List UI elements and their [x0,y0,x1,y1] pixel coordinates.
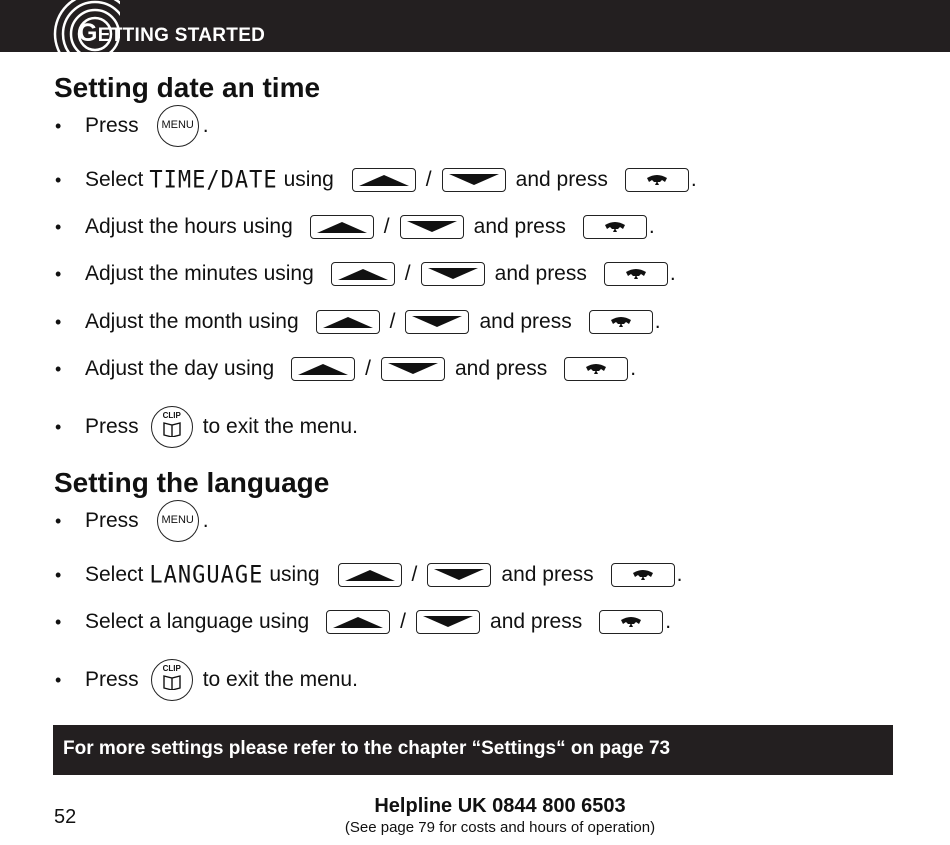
up-key-icon [338,563,402,587]
clip-key-icon: CLIP [151,406,193,448]
down-key-icon [442,168,506,192]
call-key-icon [604,262,668,286]
step-row: • Adjust the month using / and press . [55,310,661,333]
down-key-icon [416,610,480,634]
down-key-icon [405,310,469,334]
clip-key-icon: CLIP [151,659,193,701]
step-row: • Select LANGUAGE using / and press . [55,561,683,589]
call-key-icon [599,610,663,634]
menu-key-icon: MENU [157,500,199,542]
call-key-icon [611,563,675,587]
call-key-icon [625,168,689,192]
call-key-icon [583,215,647,239]
up-key-icon [352,168,416,192]
step-row: • Select TIME/DATE using / and press . [55,166,697,194]
step-row: • Adjust the day using / and press . [55,357,637,380]
down-key-icon [400,215,464,239]
step-row: • Adjust the minutes using / and press . [55,262,676,285]
call-key-icon [564,357,628,381]
header-bar [0,0,950,52]
menu-key-icon: MENU [157,105,199,147]
page-number: 52 [54,806,77,828]
step-row: • Press CLIP to exit the menu. [55,660,358,700]
up-key-icon [326,610,390,634]
section-heading-date-time: Setting date an time [54,72,321,103]
up-key-icon [331,262,395,286]
header-title: GETTING STARTED [78,19,266,47]
helpline-note: (See page 79 for costs and hours of operation) [344,819,656,836]
up-key-icon [316,310,380,334]
down-key-icon [427,563,491,587]
step-row: • Select a language using / and press . [55,610,672,633]
lcd-text: LANGUAGE [149,561,264,589]
up-key-icon [310,215,374,239]
step-row: • Press MENU . [55,106,209,146]
step-row: • Press MENU . [55,501,209,541]
call-key-icon [589,310,653,334]
helpline-text: Helpline UK 0844 800 6503 [374,795,626,817]
down-key-icon [421,262,485,286]
lcd-text: TIME/DATE [149,166,278,194]
up-key-icon [291,357,355,381]
settings-note-banner: For more settings please refer to the chapter “Settings“ on page 73 [53,725,893,775]
section-heading-language: Setting the language [54,467,330,498]
step-row: • Adjust the hours using / and press . [55,215,655,238]
down-key-icon [381,357,445,381]
step-row: • Press CLIP to exit the menu. [55,407,358,447]
